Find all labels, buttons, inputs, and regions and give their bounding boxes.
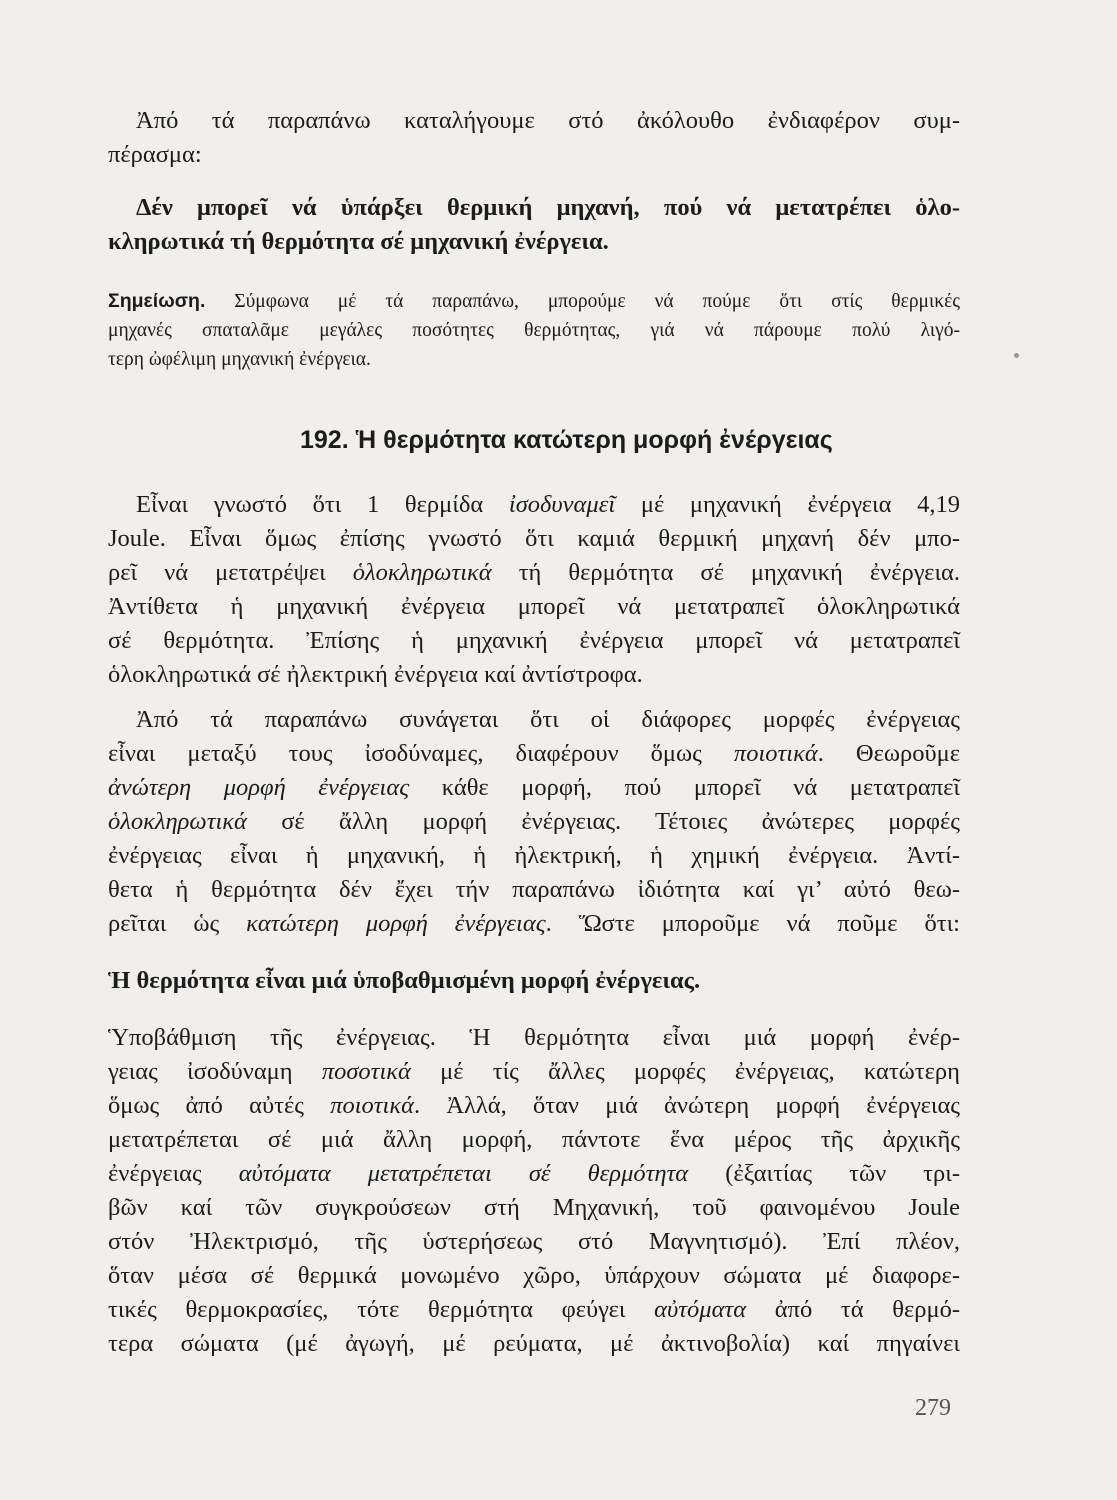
- text-run: ὅμως ἀπό αὐτές: [108, 1092, 331, 1119]
- paragraph-energy-degradation: [108, 1021, 960, 1361]
- text-line: [108, 556, 960, 590]
- paragraph-intro: [108, 104, 960, 172]
- text-line: [108, 1293, 960, 1327]
- text-line: Joule. Εἶναι ὅμως ἐπίσης γνωστό ὅτι καμιά θερμική μηχανή δέν μπο-: [108, 525, 960, 552]
- text-line: [108, 737, 960, 771]
- text-run: τή θερμότητα σέ μηχανική ἐνέργεια.: [491, 559, 961, 586]
- statement-no-perfect-engine: [108, 191, 960, 259]
- text-line: Ἀπό τά παραπάνω καταλήγουμε στό ἀκόλουθο ἐνδιαφέρον συμ-: [136, 107, 960, 134]
- text-line: [108, 488, 960, 522]
- text-line: στόν Ἠλεκτρισμό, τῆς ὑστερήσεως στό Μαγνητισμό). Ἐπί πλέον,: [108, 1228, 960, 1255]
- text-line: τερη ὠφέλιμη μηχανική ἐνέργεια.: [108, 349, 371, 370]
- text-line: Ἡ θερμότητα εἶναι μιά ὑποβαθμισμένη μορφή ἐνέργειας.: [108, 967, 701, 994]
- text-line: [108, 287, 960, 316]
- text-line: κληρωτικά τή θερμότητα σέ μηχανική ἐνέργεια.: [108, 228, 609, 255]
- section-heading: [300, 423, 960, 457]
- text-line: ὅταν μέσα σέ θερμικά μονωμένο χῶρο, ὑπάρχουν σώματα μέ διαφορε-: [108, 1262, 960, 1289]
- paragraph-energy-equivalence: [108, 488, 960, 692]
- italic-run: κατώτερη μορφή ἐνέργειας: [246, 910, 546, 937]
- text-line: Ὑποβάθμιση τῆς ἐνέργειας. Ἡ θερμότητα εἶναι μιά μορφή ἐνέρ-: [108, 1024, 960, 1051]
- text-run: (ἐξαιτίας τῶν τρι-: [688, 1160, 960, 1187]
- text-line: Ἀπό τά παραπάνω συνάγεται ὅτι οἱ διάφορες μορφές ἐνέργειας: [136, 706, 960, 733]
- text-line: μηχανές σπαταλᾶμε μεγάλες ποσότητες θερμότητας, γιά νά πάρουμε πολύ λιγό-: [108, 320, 960, 341]
- text-line: [108, 805, 960, 839]
- text-run: μέ τίς ἄλλες μορφές ἐνέργειας, κατώτερη: [410, 1058, 960, 1085]
- text-run: γειας ἰσοδύναμη: [108, 1058, 322, 1085]
- text-run: Εἶναι γνωστό ὅτι 1 θερμίδα: [136, 491, 509, 518]
- text-run: κάθε μορφή, πού μπορεῖ νά μετατραπεῖ: [409, 774, 961, 801]
- section-number: 192.: [300, 426, 349, 454]
- text-line: βῶν καί τῶν συγκρούσεων στή Μηχανική, τοῦ φαινομένου Joule: [108, 1194, 960, 1221]
- italic-run: ποιοτικά: [330, 1092, 414, 1119]
- text-line: πέρασμα:: [108, 141, 202, 168]
- print-speck: [1014, 353, 1019, 358]
- text-run: σέ ἄλλη μορφή ἐνέργειας. Τέτοιες ἀνώτερες μορφές: [246, 808, 960, 835]
- paragraph-energy-forms: [108, 703, 960, 941]
- text-run: . Θεωροῦμε: [817, 740, 961, 767]
- text-line: Ἀντίθετα ἡ μηχανική ἐνέργεια μπορεῖ νά μετατραπεῖ ὁλοκληρωτικά: [108, 593, 960, 620]
- note-label: Σημείωση.: [108, 290, 206, 312]
- italic-run: ὁλοκληρωτικά: [352, 559, 492, 586]
- text-line: μετατρέπεται σέ μιά ἄλλη μορφή, πάντοτε ἕνα μέρος τῆς ἀρχικῆς: [108, 1126, 960, 1153]
- text-line: Δέν μπορεῖ νά ὑπάρξει θερμική μηχανή, πού νά μετατρέπει ὁλο-: [136, 194, 960, 221]
- note-text: Σύμφωνα μέ τά παραπάνω, μπορούμε νά πούμε ὅτι στίς θερμικές: [234, 291, 960, 312]
- section-title: Ἡ θερμότητα κατώτερη μορφή ἐνέργειας: [355, 426, 833, 454]
- text-line: ἐνέργειας εἶναι ἡ μηχανική, ἡ ἠλεκτρική, ἡ χημική ἐνέργεια. Ἀντί-: [108, 842, 960, 869]
- text-run: ρεῖται ὡς: [108, 910, 247, 937]
- text-line: [108, 1055, 960, 1089]
- note-paragraph: [108, 287, 960, 374]
- italic-run: ποιοτικά: [733, 740, 818, 767]
- text-line: ὁλοκληρωτικά σέ ἠλεκτρική ἐνέργεια καί ἀντίστροφα.: [108, 661, 643, 688]
- text-line: σέ θερμότητα. Ἐπίσης ἡ μηχανική ἐνέργεια μπορεῖ νά μετατραπεῖ: [108, 627, 960, 654]
- text-run: μέ μηχανική ἐνέργεια 4,19: [615, 491, 960, 518]
- statement-degraded-energy: [108, 964, 960, 998]
- italic-run: ὁλοκληρωτικά: [108, 808, 247, 835]
- text-line: [108, 1089, 960, 1123]
- italic-run: ἀνώτερη μορφή ἐνέργειας: [108, 774, 410, 801]
- text-run: τικές θερμοκρασίες, τότε θερμότητα φεύγει: [108, 1296, 655, 1323]
- text-line: [108, 771, 960, 805]
- text-run: . Ὥστε μποροῦμε νά ποῦμε ὅτι:: [545, 910, 960, 937]
- italic-run: αὐτόματα: [654, 1296, 747, 1323]
- italic-run: αὐτόματα μετατρέπεται σέ θερμότητα: [238, 1160, 689, 1187]
- text-run: ἐνέργειας: [108, 1160, 239, 1187]
- text-line: θετα ἡ θερμότητα δέν ἔχει τήν παραπάνω ἰδιότητα καί γι’ αὐτό θεω-: [108, 876, 960, 903]
- italic-run: ἰσοδυναμεῖ: [508, 491, 616, 518]
- text-line: τερα σώματα (μέ ἀγωγή, μέ ρεύματα, μέ ἀκτινοβολία) καί πηγαίνει: [108, 1330, 960, 1357]
- page-number: 279: [915, 1395, 951, 1421]
- text-run: . Ἀλλά, ὅταν μιά ἀνώτερη μορφή ἐνέργειας: [413, 1092, 960, 1119]
- text-line: [108, 907, 960, 941]
- italic-run: ποσοτικά: [321, 1058, 411, 1085]
- text-run: ἀπό τά θερμό-: [746, 1296, 961, 1323]
- text-run: ρεῖ νά μετατρέψει: [108, 559, 353, 586]
- text-run: εἶναι μεταξύ τους ἰσοδύναμες, διαφέρουν ὅμως: [108, 740, 734, 767]
- text-line: [108, 1157, 960, 1191]
